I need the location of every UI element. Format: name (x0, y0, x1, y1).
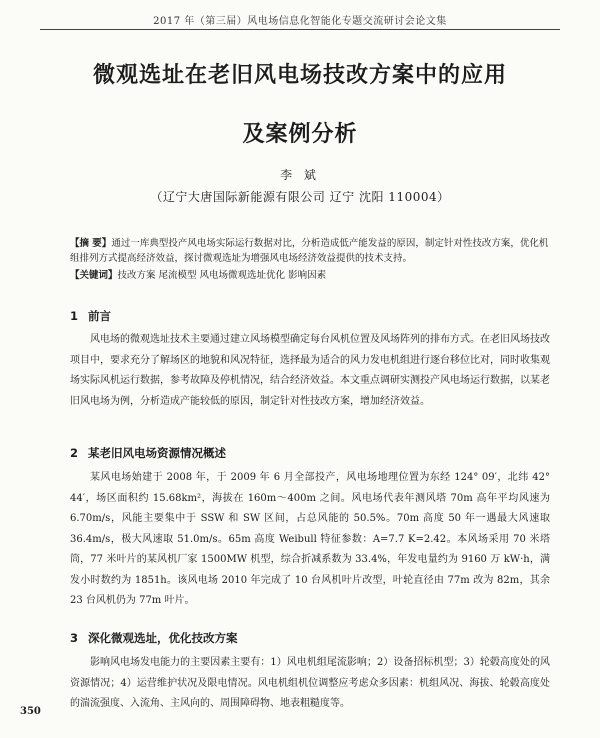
section-2-title: 某老旧风电场资源情况概述 (88, 446, 226, 460)
section-2-heading (70, 445, 226, 461)
abstract-block (70, 236, 550, 283)
abstract-paragraph (70, 236, 550, 266)
paper-title-line-2: 及案例分析 (242, 122, 358, 147)
section-3-title: 深化微观选址，优化技改方案 (88, 631, 238, 645)
section-2-paragraph: 某风电场始建于 2008 年，于 2009 年 6 月全部投产，风电场地理位置为东经 124° 09′，北纬 42° 44′，场区面积约 15.68km²，海拔在 160m～400m 之间。风电场代表年测风塔 70m 高年平均风速为 6.70m/s，风能主要集中于 SSW 和 SW 区间，占总风能的 50.5%。70m 高度 50 年一遇最大风速取 36.4m/s，极大风速取 51.0m/s。65m 高度 Weibull 特征参数：A=7.7 K=2.42。本风场采用 70 米塔筒，77 米叶片的某风机厂家 1500MW 机型，综合折减系数为 33.4%，年发电量约为 9160 万 kW·h，满发小时数约为 1851h。该风电场 2010 年完成了 10 台风机叶片改型，叶轮直径由 77m 改为 82m，其余 23 台风机仍为 77m 叶片。 (70, 472, 550, 606)
page-number: 350 (20, 706, 41, 717)
abstract-text: 通过一库典型投产风电场实际运行数据对比，分析造成低产能发益的原因，制定针对性技改方案，优化机组排列方式提高经济效益，探讨微观选址为增强风电场经济效益提供的技术支持。 (70, 238, 549, 264)
section-3-number: 3 (70, 631, 79, 645)
header-rule (40, 29, 560, 30)
section-2-number: 2 (70, 446, 79, 460)
paper-title-line-1: 微观选址在老旧风电场技改方案中的应用 (92, 63, 507, 88)
author-name: 李 斌 (280, 168, 320, 182)
section-1-heading (70, 308, 111, 324)
author-affiliation: （辽宁大唐国际新能源有限公司 辽宁 沈阳 110004） (150, 190, 450, 204)
keywords-paragraph (70, 268, 550, 283)
section-1-title: 前言 (88, 309, 111, 323)
section-3-heading (70, 630, 238, 646)
keywords-text: 技改方案 尾流模型 风电场微观选址优化 影响因素 (117, 270, 327, 281)
running-header: 2017 年（第三届）风电场信息化智能化专题交流研讨会论文集 (153, 16, 447, 27)
section-1-paragraph: 风电场的微观选址技术主要通过建立风场模型确定每台风机位置及风场阵列的排布方式。在老旧风场技改项目中，要求充分了解场区的地貌和风况特征，选择最为适合的风力发电机组进行逐台移位比对，同时收集观场实际风机运行数据，参考故障及停机情况，结合经济效益。本文重点调研实测投产风电场运行数据，以某老旧风电场为例，分析造成产能较低的原因，制定针对性技改方案，增加经济效益。 (70, 334, 550, 407)
keywords-label: 【关键词】 (70, 270, 118, 281)
abstract-label: 【摘 要】 (70, 238, 112, 249)
section-3-paragraph: 影响风电场发电能力的主要因素主要有：1）风电机组尾流影响；2）设备招标机型；3）轮毂高度处的风资源情况；4）运营维护状况及限电情况。风电机组机位调整应考虑众多因素：机组风况、海拔、轮毂高度处的湍流强度、入流角、主风向的、周围障碍物、地表粗糙度等。 (70, 657, 550, 709)
section-1-number: 1 (70, 309, 79, 323)
